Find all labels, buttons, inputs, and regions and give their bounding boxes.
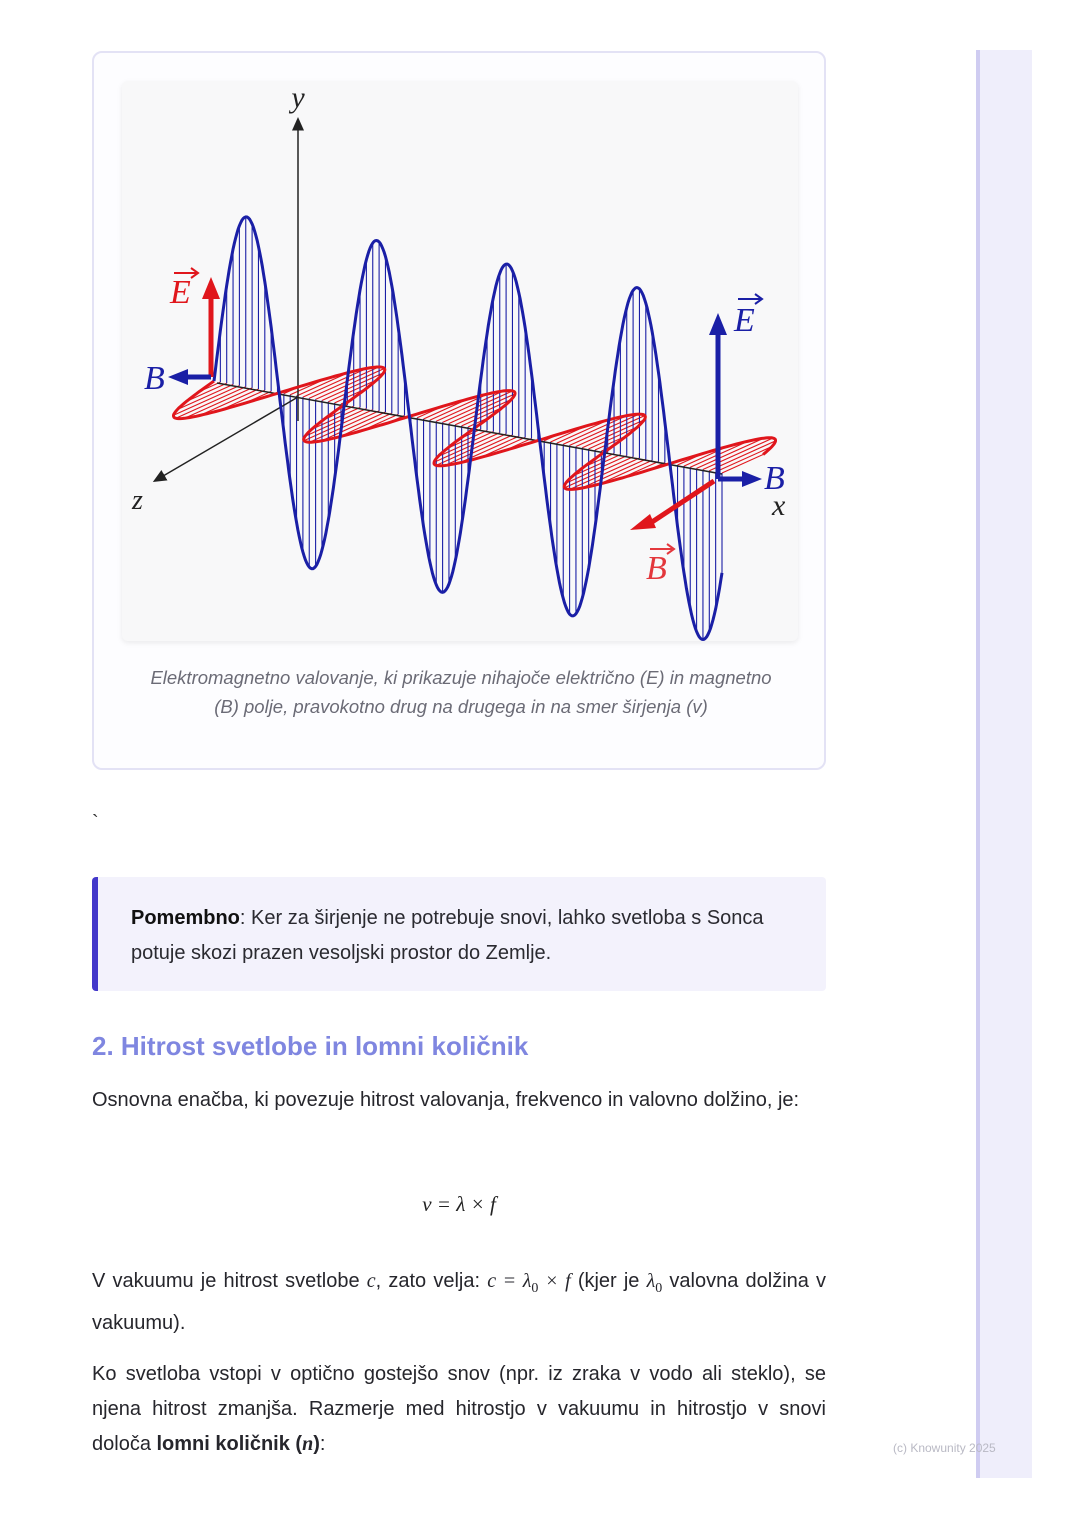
caption-line-2: (B) polje, pravokotno drug na drugega in na smer širjenja (v) — [214, 696, 708, 717]
section-heading: 2. Hitrost svetlobe in lomni količnik — [92, 1031, 529, 1061]
callout-text: : Ker za širjenje ne potrebuje snovi, lahko svetloba s Sonca potuje skozi prazen vesoljski prostor do Zemlje. — [131, 907, 764, 964]
para2-text-4: valovna dolžina v vakuumu). — [92, 1270, 827, 1334]
para2-text-3: (kjer je — [570, 1270, 647, 1292]
magnetic-hatch-line — [449, 394, 515, 424]
x-axis-label: x — [772, 489, 786, 522]
b-vector-bottom-head — [630, 514, 656, 530]
para2-math-equation — [487, 1270, 571, 1296]
caption-line-1: Elektromagnetno valovanje, ki prikazuje nihajoče električno (E) in magnetno — [150, 667, 772, 688]
paragraph-vacuum — [92, 1264, 826, 1341]
para3-bold-math-n: n — [302, 1433, 314, 1455]
em-wave-illustration — [122, 81, 798, 641]
side-rail — [976, 50, 1032, 1478]
figure-caption — [114, 663, 808, 721]
paragraph-intro: Osnovna enačba, ki povezuje hitrost valovanja, frekvenco in valovno dolžino, je: — [92, 1089, 800, 1111]
copyright-footer: (c) Knowunity 2025 — [893, 1441, 996, 1455]
para2-math-lambda0 — [646, 1270, 663, 1296]
para3-text-2: : — [319, 1433, 326, 1455]
para2-lambda: λ — [646, 1270, 656, 1292]
e-vector-right-head — [709, 313, 727, 335]
e-label-left: E — [170, 274, 191, 311]
important-callout — [92, 877, 826, 991]
b-vector-right-head — [742, 471, 762, 487]
e-vector-left-head — [202, 277, 220, 299]
wave-equation: v = λ × f — [422, 1192, 496, 1216]
para2-text-2: , zato velja: — [375, 1270, 488, 1292]
magnetic-hatch-line — [570, 414, 639, 445]
para2-math-lhs: c = λ — [487, 1270, 532, 1292]
callout-bold-label: Pomembno — [131, 907, 240, 929]
para3-bold-1: lomni količnik ( — [156, 1433, 303, 1455]
para2-text-1: V vakuumu je hitrost svetlobe — [92, 1270, 367, 1292]
z-axis-label: z — [132, 485, 143, 516]
b-label-left: B — [144, 360, 165, 397]
para2-math-rhs: × f — [538, 1270, 571, 1292]
figure-card — [92, 51, 826, 770]
b-label-right: B — [764, 460, 785, 497]
e-label-right: E — [734, 302, 755, 339]
para2-math-c: c — [366, 1270, 376, 1292]
b-vector-bottom — [649, 481, 714, 524]
para3-bold-term — [157, 1433, 320, 1455]
paragraph-refraction — [92, 1357, 826, 1462]
para2-subscript: 0 — [531, 1281, 539, 1296]
magnetic-hatch-line — [309, 367, 379, 398]
para3-text-1: Ko svetloba vstopi v optično gostejšo snov (npr. iz zraka v vodo ali steklo), se njena hitrost zmanjša. Razmerje med hitrostjo v vakuumu in hitrostjo v snovi določa — [92, 1363, 826, 1455]
b-vector-left-head — [168, 369, 188, 385]
em-wave-svg — [122, 81, 798, 641]
b-label-bottom: B — [646, 550, 667, 587]
stray-backtick: ` — [92, 812, 99, 834]
magnetic-hatch-line — [174, 386, 240, 416]
y-axis-label: y — [291, 81, 305, 114]
magnetic-hatch-line — [722, 454, 763, 473]
magnetic-hatch-line — [434, 433, 500, 463]
para2-subscript-2: 0 — [655, 1281, 663, 1296]
para3-bold-2: ) — [313, 1433, 320, 1455]
